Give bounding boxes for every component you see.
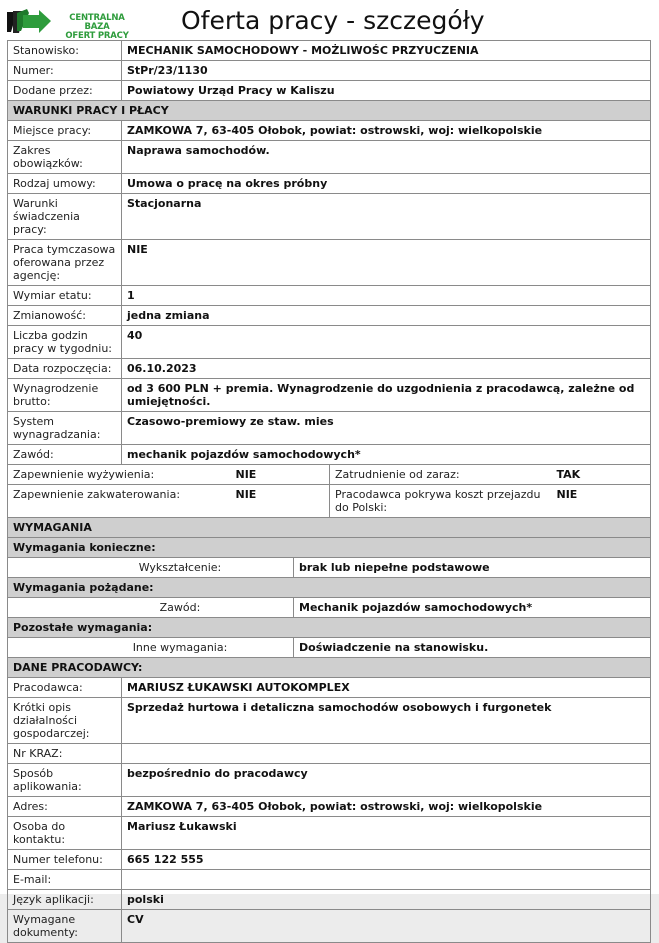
row-benefits-2 (8, 485, 651, 518)
field-label: Numer telefonu: (8, 850, 122, 870)
row-zmianowosc (8, 306, 651, 326)
field-label: Pracodawca pokrywa koszt przejazdu do Polski: (330, 485, 557, 518)
subsection-required (8, 538, 651, 558)
field-value: bezpośrednio do pracodawcy (122, 764, 651, 797)
row-opis-dzialalnosci (8, 698, 651, 744)
row-sposob-aplikowania (8, 764, 651, 797)
field-label: Zatrudnienie od zaraz: (330, 465, 557, 485)
field-value: MECHANIK SAMOCHODOWY - MOŻLIWOŚC PRZYUCZENIA (122, 41, 651, 61)
row-praca-tymczasowa (8, 240, 651, 286)
field-label: Inne wymagania: (8, 638, 294, 658)
row-zawod-pozadany (8, 598, 651, 618)
row-numer (8, 61, 651, 81)
field-label: Wymagane dokumenty: (8, 910, 122, 943)
field-value: NIE (236, 465, 272, 485)
field-value: Doświadczenie na stanowisku. (294, 638, 651, 658)
field-value: Umowa o pracę na okres próbny (122, 174, 651, 194)
field-value: Sprzedaż hurtowa i detaliczna samochodów osobowych i furgonetek (122, 698, 651, 744)
field-value: Stacjonarna (122, 194, 651, 240)
field-label: Język aplikacji: (8, 890, 122, 910)
row-inne-wymagania (8, 638, 651, 658)
section-employer (8, 658, 651, 678)
field-label: Krótki opis działalności gospodarczej: (8, 698, 122, 744)
row-wymiar-etatu (8, 286, 651, 306)
logo-text (57, 14, 137, 41)
row-rodzaj-umowy (8, 174, 651, 194)
field-label: Adres: (8, 797, 122, 817)
field-value: TAK (557, 465, 651, 485)
page-header (0, 0, 659, 40)
field-label: Wynagrodzenie brutto: (8, 379, 122, 412)
field-value: 1 (122, 286, 651, 306)
row-warunki-swiadczenia (8, 194, 651, 240)
field-label: Osoba do kontaktu: (8, 817, 122, 850)
row-benefits-1 (8, 465, 651, 485)
section-conditions (8, 101, 651, 121)
subsection-heading: Pozostałe wymagania: (8, 618, 651, 638)
field-value: 665 122 555 (122, 850, 651, 870)
field-value: Powiatowy Urząd Pracy w Kaliszu (122, 81, 651, 101)
field-label: Miejsce pracy: (8, 121, 122, 141)
field-value: 40 (122, 326, 651, 359)
page-title: Oferta pracy - szczegóły (181, 6, 485, 35)
field-label: System wynagradzania: (8, 412, 122, 445)
row-email (8, 870, 651, 890)
field-value: Mariusz Łukawski (122, 817, 651, 850)
row-zawod (8, 445, 651, 465)
subsection-heading: Wymagania pożądane: (8, 578, 651, 598)
field-label: Stanowisko: (8, 41, 122, 61)
logo-arrows-icon (7, 9, 53, 35)
field-label: Pracodawca: (8, 678, 122, 698)
field-value: CV (122, 910, 651, 943)
subsection-heading: Wymagania konieczne: (8, 538, 651, 558)
field-value: mechanik pojazdów samochodowych* (122, 445, 651, 465)
field-label: Data rozpoczęcia: (8, 359, 122, 379)
row-stanowisko (8, 41, 651, 61)
field-value: StPr/23/1130 (122, 61, 651, 81)
cbop-logo (7, 9, 137, 41)
field-value: od 3 600 PLN + premia. Wynagrodzenie do uzgodnienia z pracodawcą, zależne od umiejętności. (122, 379, 651, 412)
field-value: NIE (122, 240, 651, 286)
subsection-desired (8, 578, 651, 598)
field-label: Zawód: (8, 598, 294, 618)
logo-line-1: CENTRALNA BAZA (69, 13, 125, 32)
field-label: Liczba godzin pracy w tygodniu: (8, 326, 122, 359)
section-heading: WYMAGANIA (8, 518, 651, 538)
row-liczba-godzin (8, 326, 651, 359)
field-value: NIE (557, 485, 651, 518)
row-adres (8, 797, 651, 817)
field-value (122, 870, 651, 890)
offer-details-table (7, 40, 651, 943)
field-value: NIE (236, 485, 272, 518)
row-jezyk-aplikacji (8, 890, 651, 910)
row-data-rozpoczecia (8, 359, 651, 379)
section-heading: DANE PRACODAWCY: (8, 658, 651, 678)
field-value: MARIUSZ ŁUKAWSKI AUTOKOMPLEX (122, 678, 651, 698)
field-value: 06.10.2023 (122, 359, 651, 379)
row-osoba-kontakt (8, 817, 651, 850)
field-value: polski (122, 890, 651, 910)
row-dodane-przez (8, 81, 651, 101)
row-telefon (8, 850, 651, 870)
field-label: Numer: (8, 61, 122, 81)
field-value: Czasowo-premiowy ze staw. mies (122, 412, 651, 445)
row-zakres-obowiazkow (8, 141, 651, 174)
row-pracodawca (8, 678, 651, 698)
section-requirements (8, 518, 651, 538)
field-label: Zapewnienie wyżywienia: (8, 465, 294, 485)
field-value: brak lub niepełne podstawowe (294, 558, 651, 578)
field-value: ZAMKOWA 7, 63-405 Ołobok, powiat: ostrowski, woj: wielkopolskie (122, 121, 651, 141)
subsection-other (8, 618, 651, 638)
row-nr-kraz (8, 744, 651, 764)
field-label: Wymiar etatu: (8, 286, 122, 306)
row-wynagrodzenie (8, 379, 651, 412)
field-label: Dodane przez: (8, 81, 122, 101)
field-label: E-mail: (8, 870, 122, 890)
row-wymagane-dokumenty (8, 910, 651, 943)
section-heading: WARUNKI PRACY I PŁACY (8, 101, 651, 121)
field-value: Mechanik pojazdów samochodowych* (294, 598, 651, 618)
field-label: Zapewnienie zakwaterowania: (8, 485, 294, 518)
field-label: Sposób aplikowania: (8, 764, 122, 797)
field-label: Wykształcenie: (8, 558, 294, 578)
field-value: ZAMKOWA 7, 63-405 Ołobok, powiat: ostrowski, woj: wielkopolskie (122, 797, 651, 817)
field-value: jedna zmiana (122, 306, 651, 326)
field-label: Zakres obowiązków: (8, 141, 122, 174)
field-label: Rodzaj umowy: (8, 174, 122, 194)
row-system-wynagradzania (8, 412, 651, 445)
field-label: Zawód: (8, 445, 122, 465)
row-wyksztalcenie (8, 558, 651, 578)
field-value: Naprawa samochodów. (122, 141, 651, 174)
field-label: Warunki świadczenia pracy: (8, 194, 122, 240)
field-value (122, 744, 651, 764)
logo-line-2: OFERT PRACY (65, 31, 129, 41)
row-miejsce-pracy (8, 121, 651, 141)
field-label: Zmianowość: (8, 306, 122, 326)
field-label: Nr KRAZ: (8, 744, 122, 764)
field-label: Praca tymczasowa oferowana przez agencję: (8, 240, 122, 286)
